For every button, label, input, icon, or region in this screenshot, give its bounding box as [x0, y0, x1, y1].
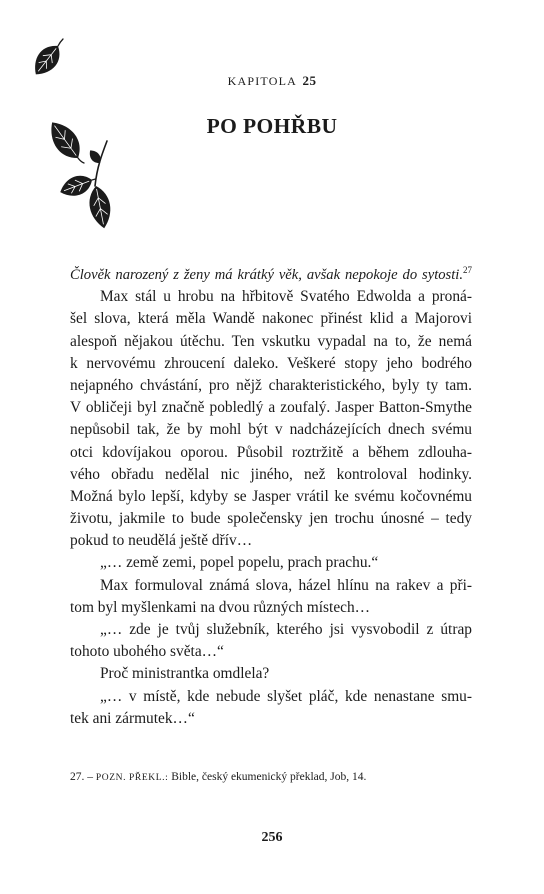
text-line: V obličeji byl značně pobledlý a zoufalý. Jasper Batton-Smythe — [70, 399, 472, 417]
text-line: šel slova, která měla Wandě nakonec přinést klid a Majorovi — [70, 310, 472, 328]
text-line: „… v místě, kde nebude slyšet pláč, kde nenastane smu- — [100, 687, 472, 705]
footnote-dash: – — [87, 771, 93, 783]
text-line: „… země zemi, popel popelu, prach prachu.“ — [100, 554, 379, 572]
text-line: Možná bylo lepší, kdyby se Jasper vrátil ke svému kočovnému — [70, 487, 472, 505]
text-line: „… zde je tvůj služebník, kterého jsi vysvobodil z útrap — [100, 621, 472, 638]
footnote-number: 27. — [70, 771, 85, 783]
text-line: nepůsobil tak, že by mohl být v nadcházejících dnech svému — [70, 421, 472, 439]
chapter-label: KAPITOLA — [227, 74, 297, 88]
text-line: tom byl myšlenkami na dvou různých místech… — [70, 598, 371, 616]
text-line: otci kdovíjakou oporou. Působil roztržitě a během zdlouha- — [70, 443, 472, 461]
footnote — [70, 770, 472, 786]
text-line: vého obřadu nedělal nic jiného, než kontroloval hodinky. — [70, 465, 472, 483]
page-number: 256 — [261, 830, 283, 845]
epigraph-text: Člověk narozený z ženy má krátký věk, avšak nepokoje do sytosti. — [70, 267, 463, 283]
text-line: Proč ministrantka omdlela? — [100, 665, 270, 683]
stem-icon — [58, 39, 63, 46]
text-line: životu, jakmile to bude společensky jen trochu únosné – tedy — [70, 510, 472, 528]
text-line: tek ani zármutek…“ — [70, 709, 195, 727]
footnote-reference: 27 — [463, 265, 472, 275]
body-text — [70, 264, 472, 730]
footnote-label: POZN. PŘEKL.: — [95, 773, 169, 783]
text-line: pokud to neudělá ještě dřív… — [70, 532, 253, 550]
text-line: Max stál u hrobu na hřbitově Svatého Edwolda a proná- — [100, 288, 472, 306]
text-line: nejapného chvástání, pro nějž charakteristického, byly ty tam. — [70, 376, 472, 394]
epigraph — [70, 264, 472, 286]
text-line: Max formuloval známá slova, házel hlínu na rakev a při- — [100, 576, 472, 594]
chapter-title: PO POHŘBU — [206, 114, 338, 138]
footnote-text: Bible, český ekumenický překlad, Job, 14. — [171, 771, 367, 783]
text-line: k nervovému zhroucení daleko. Veškeré stopy jeho bodrého — [70, 354, 472, 372]
chapter-heading — [0, 73, 544, 89]
leaf-icon — [57, 171, 95, 201]
text-line: tohoto ubohého světa…“ — [70, 643, 224, 661]
branch-stem-icon — [95, 141, 107, 186]
text-line: alespoň nějakou útěchu. Ten vskutku vypadal na to, že nemá — [70, 332, 472, 350]
leaf-icon — [86, 184, 114, 230]
chapter-number: 25 — [302, 73, 317, 88]
stem-icon — [78, 158, 84, 163]
